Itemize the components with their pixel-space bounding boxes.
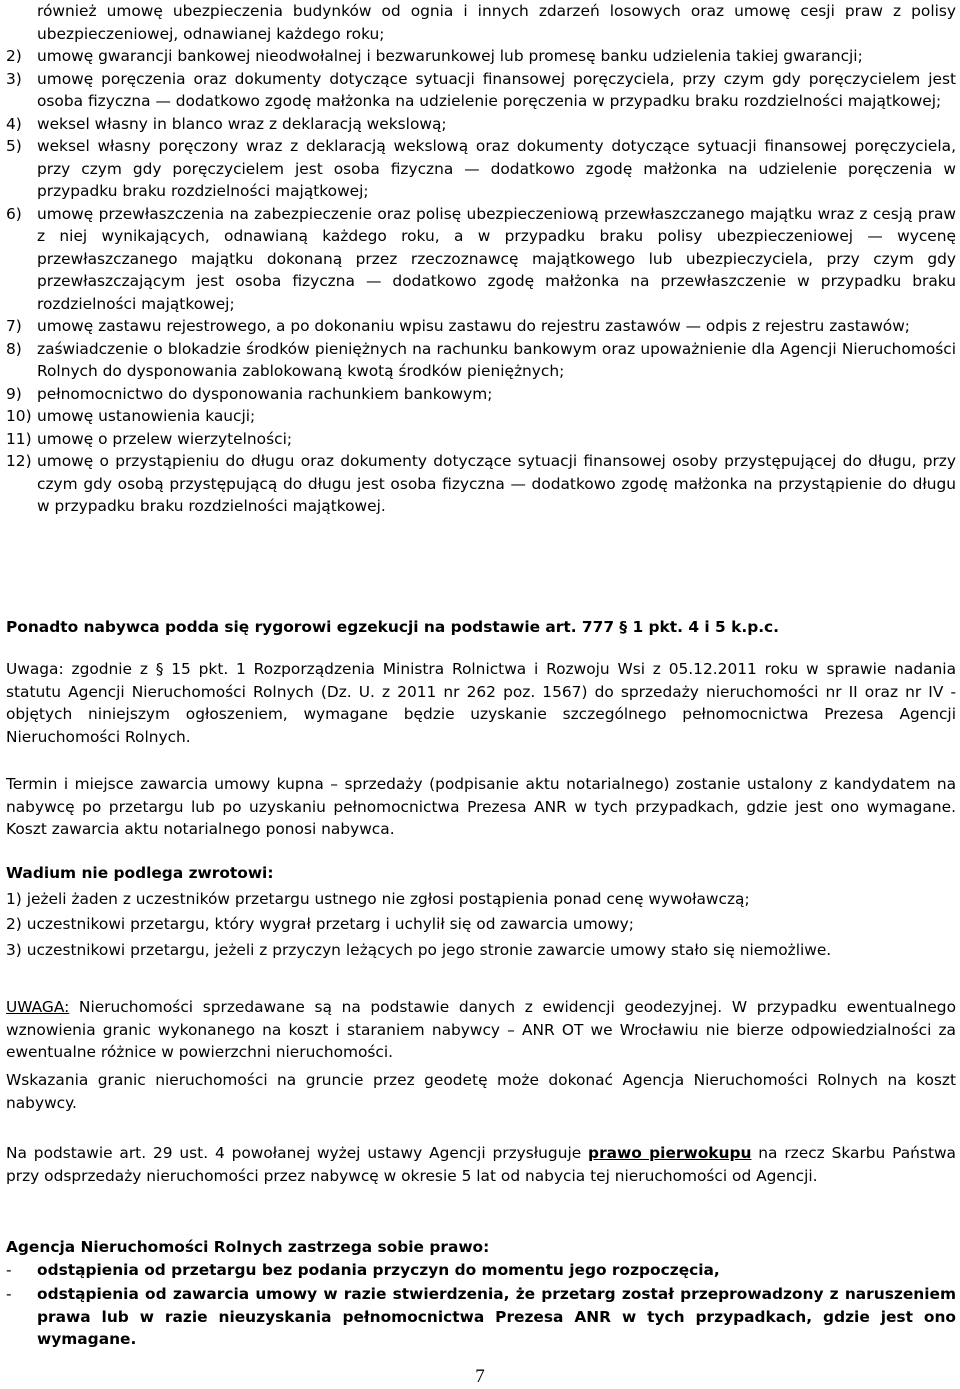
- dash-bullet: -: [6, 1260, 12, 1279]
- pierwokup-after: na rzecz Skarbu Państwa przy odsprzedaży nieruchomości przez nabywcę w okresie 5 lat od nabycia tej nieruchomości od Agencji.: [6, 1144, 956, 1185]
- list-item: [6, 135, 956, 203]
- list-item-text: umowę poręczenia oraz dokumenty dotyczące sytuacji finansowej poręczyciela, przy czym gdy poręczycielem jest osoba fizyczna — dodatkowo zgodę małżonka na udzielenie poręczenia w przypadku braku rozdzielności majątkowej;: [37, 69, 956, 110]
- zastrzega-item: [6, 1283, 956, 1351]
- list-item-number: 10): [6, 407, 32, 425]
- list-item-text: pełnomocnictwo do dysponowania rachunkiem bankowym;: [37, 384, 493, 403]
- list-item-number: 7): [6, 317, 22, 335]
- security-list: [6, 0, 956, 518]
- list-item: [6, 383, 956, 406]
- pierwokup-before: Na podstawie art. 29 ust. 4 powołanej wyżej ustawy Agencji przysługuje: [6, 1144, 589, 1162]
- list-item-text: weksel własny poręczony wraz z deklaracją wekslową oraz dokumenty dotyczące sytuacji finansowej poręczyciela, przy czym gdy poręczycielem jest osoba fizyczna — dodatkowo zgodę małżonka na udzielenie poręczenia w przypadku braku rozdzielności majątkowej;: [37, 137, 956, 200]
- dash-bullet: -: [6, 1285, 12, 1303]
- list-continuation: również umowę ubezpieczenia budynków od ognia i innych zdarzeń losowych oraz umowę cesji praw z polisy ubezpieczeniowej, odnawianej każdego roku;: [37, 2, 956, 43]
- list-item-number: 9): [6, 384, 22, 403]
- list-item-number: 3): [6, 69, 22, 88]
- list-item-number: 2): [6, 47, 22, 65]
- list-item: [6, 45, 956, 68]
- list-item: [6, 405, 956, 428]
- list-item: [6, 203, 956, 316]
- wadium-item: 3) uczestnikowi przetargu, jeżeli z przyczyn leżących po jego stronie zawarcie umowy stało się niemożliwe.: [6, 940, 832, 959]
- list-item-number: 11): [6, 429, 32, 448]
- list-item-number: 6): [6, 204, 22, 223]
- wadium-item: 2) uczestnikowi przetargu, który wygrał przetarg i uchylił się od zawarcia umowy;: [6, 915, 634, 933]
- page-number: 7: [475, 1366, 485, 1387]
- uwaga-rozporzadzenie-paragraph: Uwaga: zgodnie z § 15 pkt. 1 Rozporządzenia Ministra Rolnictwa i Rozwoju Wsi z 05.12.2011 roku w sprawie nadania statutu Agencji Nieruchomości Rolnych (Dz. U. z 2011 nr 262 poz. 1567) do sprzedaży nieruchomości nr II oraz nr IV - objętych niniejszym ogłoszeniem, wymagane będzie uzyskanie szczególnego pełnomocnictwa Prezesa Agencji Nieruchomości Rolnych.: [6, 660, 956, 746]
- list-item-number: 12): [6, 452, 32, 470]
- list-item: [6, 338, 956, 383]
- wskazania-granic-paragraph: Wskazania granic nieruchomości na gruncie przez geodetę może dokonać Agencja Nieruchomości Rolnych na koszt nabywcy.: [6, 1071, 956, 1112]
- list-item-number: 4): [6, 114, 22, 133]
- list-item-text: zaświadczenie o blokadzie środków pieniężnych na rachunku bankowym oraz upoważnienie dla Agencji Nieruchomości Rolnych do dysponowania zablokowaną kwotą środków pieniężnych;: [37, 339, 956, 380]
- list-item-text: umowę zastawu rejestrowego, a po dokonaniu wpisu zastawu do rejestru zastawów — odpis z rejestru zastawów;: [37, 317, 910, 335]
- uwaga-label: UWAGA:: [6, 998, 70, 1016]
- list-item-text: umowę o przystąpieniu do długu oraz dokumenty dotyczące sytuacji finansowej osoby przystępującej do długu, przy czym gdy osobą przystępującą do długu jest osoba fizyczna — dodatkowo zgodę małżonka na przystąpienie do długu w przypadku braku rozdzielności majątkowej.: [37, 452, 956, 515]
- wadium-section: [6, 862, 956, 961]
- list-item-text: weksel własny in blanco wraz z deklaracją wekslową;: [37, 114, 447, 133]
- list-item-text: umowę gwarancji bankowej nieodwołalnej i bezwarunkowej lub promesę banku udzielenia takiej gwarancji;: [37, 47, 863, 65]
- list-item: [6, 68, 956, 113]
- termin-paragraph: Termin i miejsce zawarcia umowy kupna – sprzedaży (podpisanie aktu notarialnego) zostanie ustalony z kandydatem na nabywcę po przetargu lub po uzyskaniu pełnomocnictwa Prezesa ANR w tych przypadkach, gdzie jest ono wymagane. Koszt zawarcia aktu notarialnego ponosi nabywca.: [6, 775, 956, 838]
- wadium-item: 1) jeżeli żaden z uczestników przetargu ustnego nie zgłosi postąpienia ponad cenę wywoławczą;: [6, 889, 750, 908]
- list-item: [6, 450, 956, 518]
- prawo-pierwokupu-text: prawo pierwokupu: [588, 1144, 752, 1162]
- list-item-text: umowę o przelew wierzytelności;: [37, 429, 293, 448]
- zastrzega-item-text: odstąpienia od przetargu bez podania przyczyn do momentu jego rozpoczęcia,: [37, 1260, 720, 1279]
- egzekucja-paragraph: Ponadto nabywca podda się rygorowi egzekucji na podstawie art. 777 § 1 pkt. 4 i 5 k.p.c.: [6, 618, 780, 636]
- zastrzega-item-text: odstąpienia od zawarcia umowy w razie stwierdzenia, że przetarg został przeprowadzony z naruszeniem prawa lub w razie nieuzyskania pełnomocnictwa Prezesa ANR w tych przypadkach, gdzie jest ono wymagane.: [37, 1285, 956, 1348]
- list-item: [6, 428, 956, 451]
- pierwokup-paragraph: [6, 1142, 956, 1187]
- zastrzega-section: [6, 1236, 956, 1351]
- wadium-heading: Wadium nie podlega zwrotowi:: [6, 864, 274, 882]
- zastrzega-heading: Agencja Nieruchomości Rolnych zastrzega sobie prawo:: [6, 1238, 490, 1256]
- list-item: [6, 113, 956, 136]
- list-item-number: 5): [6, 137, 22, 155]
- uwaga-ewidencja-paragraph: [6, 996, 956, 1064]
- list-item-text: umowę przewłaszczenia na zabezpieczenie oraz polisę ubezpieczeniową przewłaszczanego majątku wraz z cesją praw z niej wynikających, odnawianą każdego roku, a w przypadku braku polisy ubezpieczeniowej — wycenę przewłaszczanego majątku dokonaną przez rzeczoznawcę majątkowego lub ubezpieczyciela, przy czym gdy przewłaszczającym jest osoba fizyczna — dodatkowo zgodę małżonka na przewłaszczenie w przypadku braku rozdzielności majątkowej;: [37, 204, 956, 313]
- list-item: [6, 315, 956, 338]
- list-item-number: 8): [6, 339, 22, 358]
- list-item-text: umowę ustanowienia kaucji;: [37, 407, 256, 425]
- uwaga-text: Nieruchomości sprzedawane są na podstawie danych z ewidencji geodezyjnej. W przypadku ewentualnego wznowienia granic wykonanego na koszt i staraniem nabywcy – ANR OT we Wrocławiu nie bierze odpowiedzialności za ewentualne różnice w powierzchni nieruchomości.: [6, 998, 956, 1061]
- zastrzega-item: [6, 1259, 956, 1282]
